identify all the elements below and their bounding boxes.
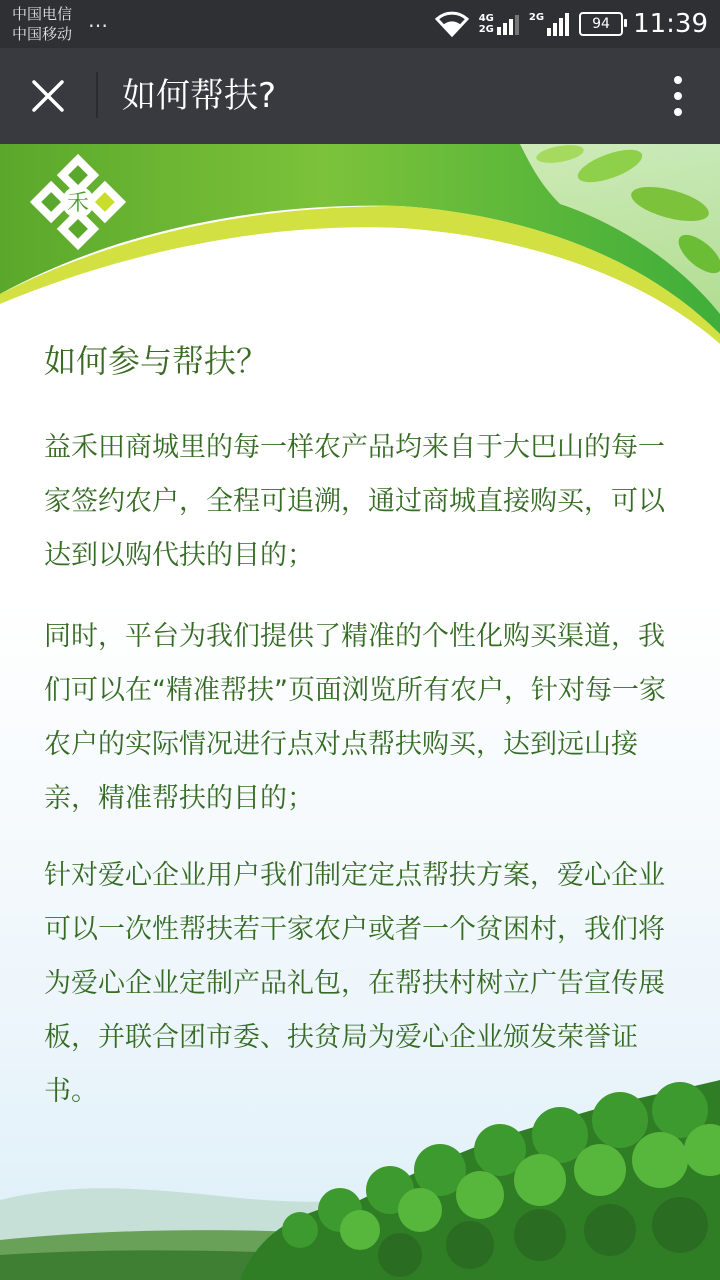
- more-button[interactable]: [666, 74, 690, 118]
- battery-indicator: 94: [579, 12, 623, 36]
- article-heading: 如何参与帮扶？: [44, 342, 269, 380]
- app-bar-divider: [96, 72, 98, 118]
- article-paragraph-3: 针对爱心企业用户我们制定定点帮扶方案，爱心企业可以一次性帮扶若干家农户或者一个贫困村，我们将为爱心企业定制产品礼包，在帮扶村树立广告宣传展板，并联合团市委、扶贫局为爱心企业颁发荣誉证书。: [44, 860, 665, 1107]
- close-button[interactable]: [22, 70, 74, 122]
- more-vertical-icon: [666, 74, 690, 118]
- carrier-1: 中国电信: [12, 5, 73, 23]
- network-type-2: 2G: [478, 24, 494, 35]
- page-title: 如何帮扶?: [122, 76, 277, 116]
- header-banner: [0, 144, 720, 344]
- network-indicator-1: [479, 13, 519, 35]
- signal-icon: [497, 13, 519, 35]
- clock: 11:39: [633, 9, 708, 39]
- app-bar: [0, 48, 720, 144]
- system-indicators: [435, 6, 708, 42]
- notification-more-icon: …: [88, 8, 109, 32]
- carrier-info: [12, 4, 72, 44]
- article-paragraph-1: 益禾田商城里的每一样农产品均来自于大巴山的每一家签约农户，全程可追溯，通过商城直接购买，可以达到以购代扶的目的；: [44, 432, 665, 571]
- logo-char: 禾: [66, 191, 90, 216]
- article-page: [0, 144, 720, 1280]
- network-type-3: 2G: [528, 12, 545, 23]
- network-type-1: 4G: [478, 13, 494, 24]
- article-paragraph-2: 同时，平台为我们提供了精准的个性化购买渠道，我们可以在“精准帮扶”页面浏览所有农户，针对每一家农户的实际情况进行点对点帮扶购买，达到远山接亲，精准帮扶的目的；: [44, 621, 666, 814]
- signal-icon-2: [547, 12, 569, 36]
- close-icon: [22, 70, 74, 122]
- carrier-2: 中国移动: [12, 25, 73, 43]
- status-bar: [0, 0, 720, 48]
- wifi-icon: [435, 11, 469, 37]
- network-indicator-2: [529, 12, 569, 36]
